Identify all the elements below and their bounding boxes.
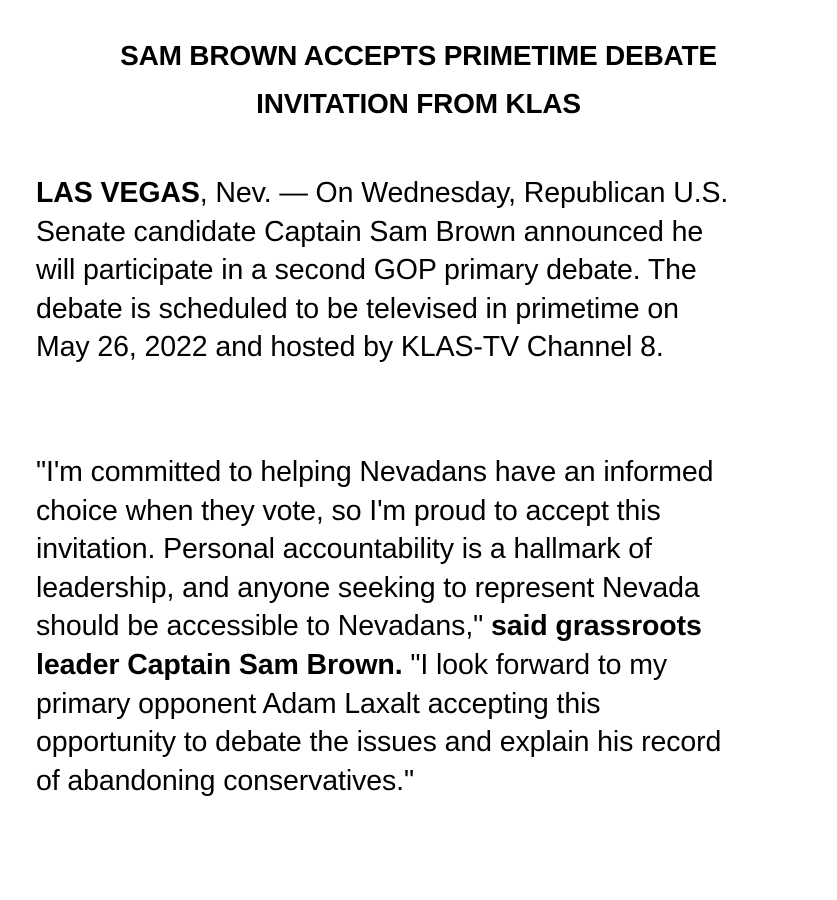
line-text: , Nev. — On Wednesday, Republican U.S. <box>199 177 729 209</box>
quote-line: choice when they vote, so I'm proud to accept this <box>36 494 661 527</box>
quote-text: "I look forward to my <box>402 648 668 681</box>
paragraph-quote <box>36 453 826 800</box>
quote-line: "I'm committed to helping Nevadans have an informed <box>36 456 714 488</box>
quote-line: leadership, and anyone seeking to represent Nevada <box>36 571 700 604</box>
headline-line-2: INVITATION FROM KLAS <box>256 88 581 119</box>
quote-line <box>36 646 826 685</box>
headline-line-1: SAM BROWN ACCEPTS PRIMETIME DEBATE <box>120 40 717 71</box>
quote-line: of abandoning conservatives." <box>36 764 414 797</box>
quote-text: should be accessible to Nevadans," <box>36 610 491 643</box>
quote-line: primary opponent Adam Laxalt accepting this <box>36 687 601 720</box>
paragraph-line: will participate in a second GOP primary debate. The <box>36 254 697 287</box>
quote-line <box>36 607 826 646</box>
dateline: LAS VEGAS <box>36 177 200 209</box>
paragraph-line: Senate candidate Captain Sam Brown announced he <box>36 215 704 248</box>
press-release-headline <box>40 32 797 128</box>
paragraph-line: May 26, 2022 and hosted by KLAS-TV Channel 8. <box>36 331 664 364</box>
paragraph-line <box>36 174 826 213</box>
paragraph-announcement <box>36 174 826 367</box>
paragraph-line: debate is scheduled to be televised in primetime on <box>36 292 679 325</box>
quote-line: opportunity to debate the issues and explain his record <box>36 726 722 759</box>
quote-line: invitation. Personal accountability is a hallmark of <box>36 533 652 566</box>
attribution-bold: said grassroots <box>490 610 702 643</box>
attribution-bold: leader Captain Sam Brown. <box>36 648 403 681</box>
